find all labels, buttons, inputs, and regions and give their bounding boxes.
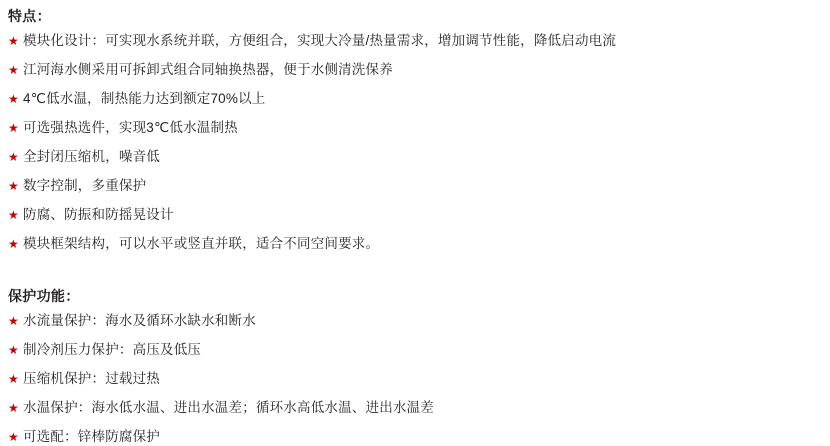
list-item-text: 4℃低水温，制热能力达到额定70%以上 bbox=[23, 91, 266, 106]
list-item-text: 水流量保护：海水及循环水缺水和断水 bbox=[23, 313, 256, 328]
protection-section bbox=[8, 286, 820, 446]
star-icon: ★ bbox=[8, 314, 19, 328]
list-item bbox=[8, 177, 820, 195]
list-item-text: 防腐、防振和防摇晃设计 bbox=[23, 207, 174, 222]
list-item-text: 模块框架结构，可以水平或竖直并联，适合不同空间要求。 bbox=[23, 236, 380, 251]
features-title: 特点： bbox=[8, 8, 51, 24]
list-item-text: 模块化设计：可实现水系统并联，方便组合，实现大冷量/热量需求，增加调节性能，降低启动电流 bbox=[23, 33, 617, 48]
list-item-text: 可选配：锌棒防腐保护 bbox=[23, 429, 160, 444]
list-item bbox=[8, 32, 820, 50]
list-item-text: 可选强热选件，实现3℃低水温制热 bbox=[23, 120, 238, 135]
star-icon: ★ bbox=[8, 63, 19, 77]
list-item bbox=[8, 119, 820, 137]
list-item bbox=[8, 148, 820, 166]
star-icon: ★ bbox=[8, 150, 19, 164]
list-item-text: 水温保护：海水低水温、进出水温差；循环水高低水温、进出水温差 bbox=[23, 400, 434, 415]
list-item-text: 江河海水侧采用可拆卸式组合同轴换热器，便于水侧清洗保养 bbox=[23, 62, 393, 77]
section-spacer bbox=[8, 264, 820, 286]
star-icon: ★ bbox=[8, 34, 19, 48]
list-item bbox=[8, 312, 820, 330]
list-item-text: 压缩机保护：过载过热 bbox=[23, 371, 160, 386]
star-icon: ★ bbox=[8, 237, 19, 251]
features-section bbox=[8, 6, 820, 253]
star-icon: ★ bbox=[8, 343, 19, 357]
star-icon: ★ bbox=[8, 179, 19, 193]
list-item bbox=[8, 206, 820, 224]
star-icon: ★ bbox=[8, 208, 19, 222]
list-item bbox=[8, 428, 820, 446]
list-item bbox=[8, 341, 820, 359]
list-item-text: 数字控制，多重保护 bbox=[23, 178, 147, 193]
list-item bbox=[8, 90, 820, 108]
list-item bbox=[8, 61, 820, 79]
protection-list bbox=[8, 312, 820, 446]
star-icon: ★ bbox=[8, 430, 19, 444]
list-item bbox=[8, 399, 820, 417]
list-item bbox=[8, 235, 820, 253]
features-list bbox=[8, 32, 820, 253]
star-icon: ★ bbox=[8, 372, 19, 386]
star-icon: ★ bbox=[8, 92, 19, 106]
list-item bbox=[8, 370, 820, 388]
list-item-text: 制冷剂压力保护：高压及低压 bbox=[23, 342, 202, 357]
protection-title: 保护功能： bbox=[8, 288, 80, 304]
star-icon: ★ bbox=[8, 401, 19, 415]
star-icon: ★ bbox=[8, 121, 19, 135]
list-item-text: 全封闭压缩机，噪音低 bbox=[23, 149, 160, 164]
